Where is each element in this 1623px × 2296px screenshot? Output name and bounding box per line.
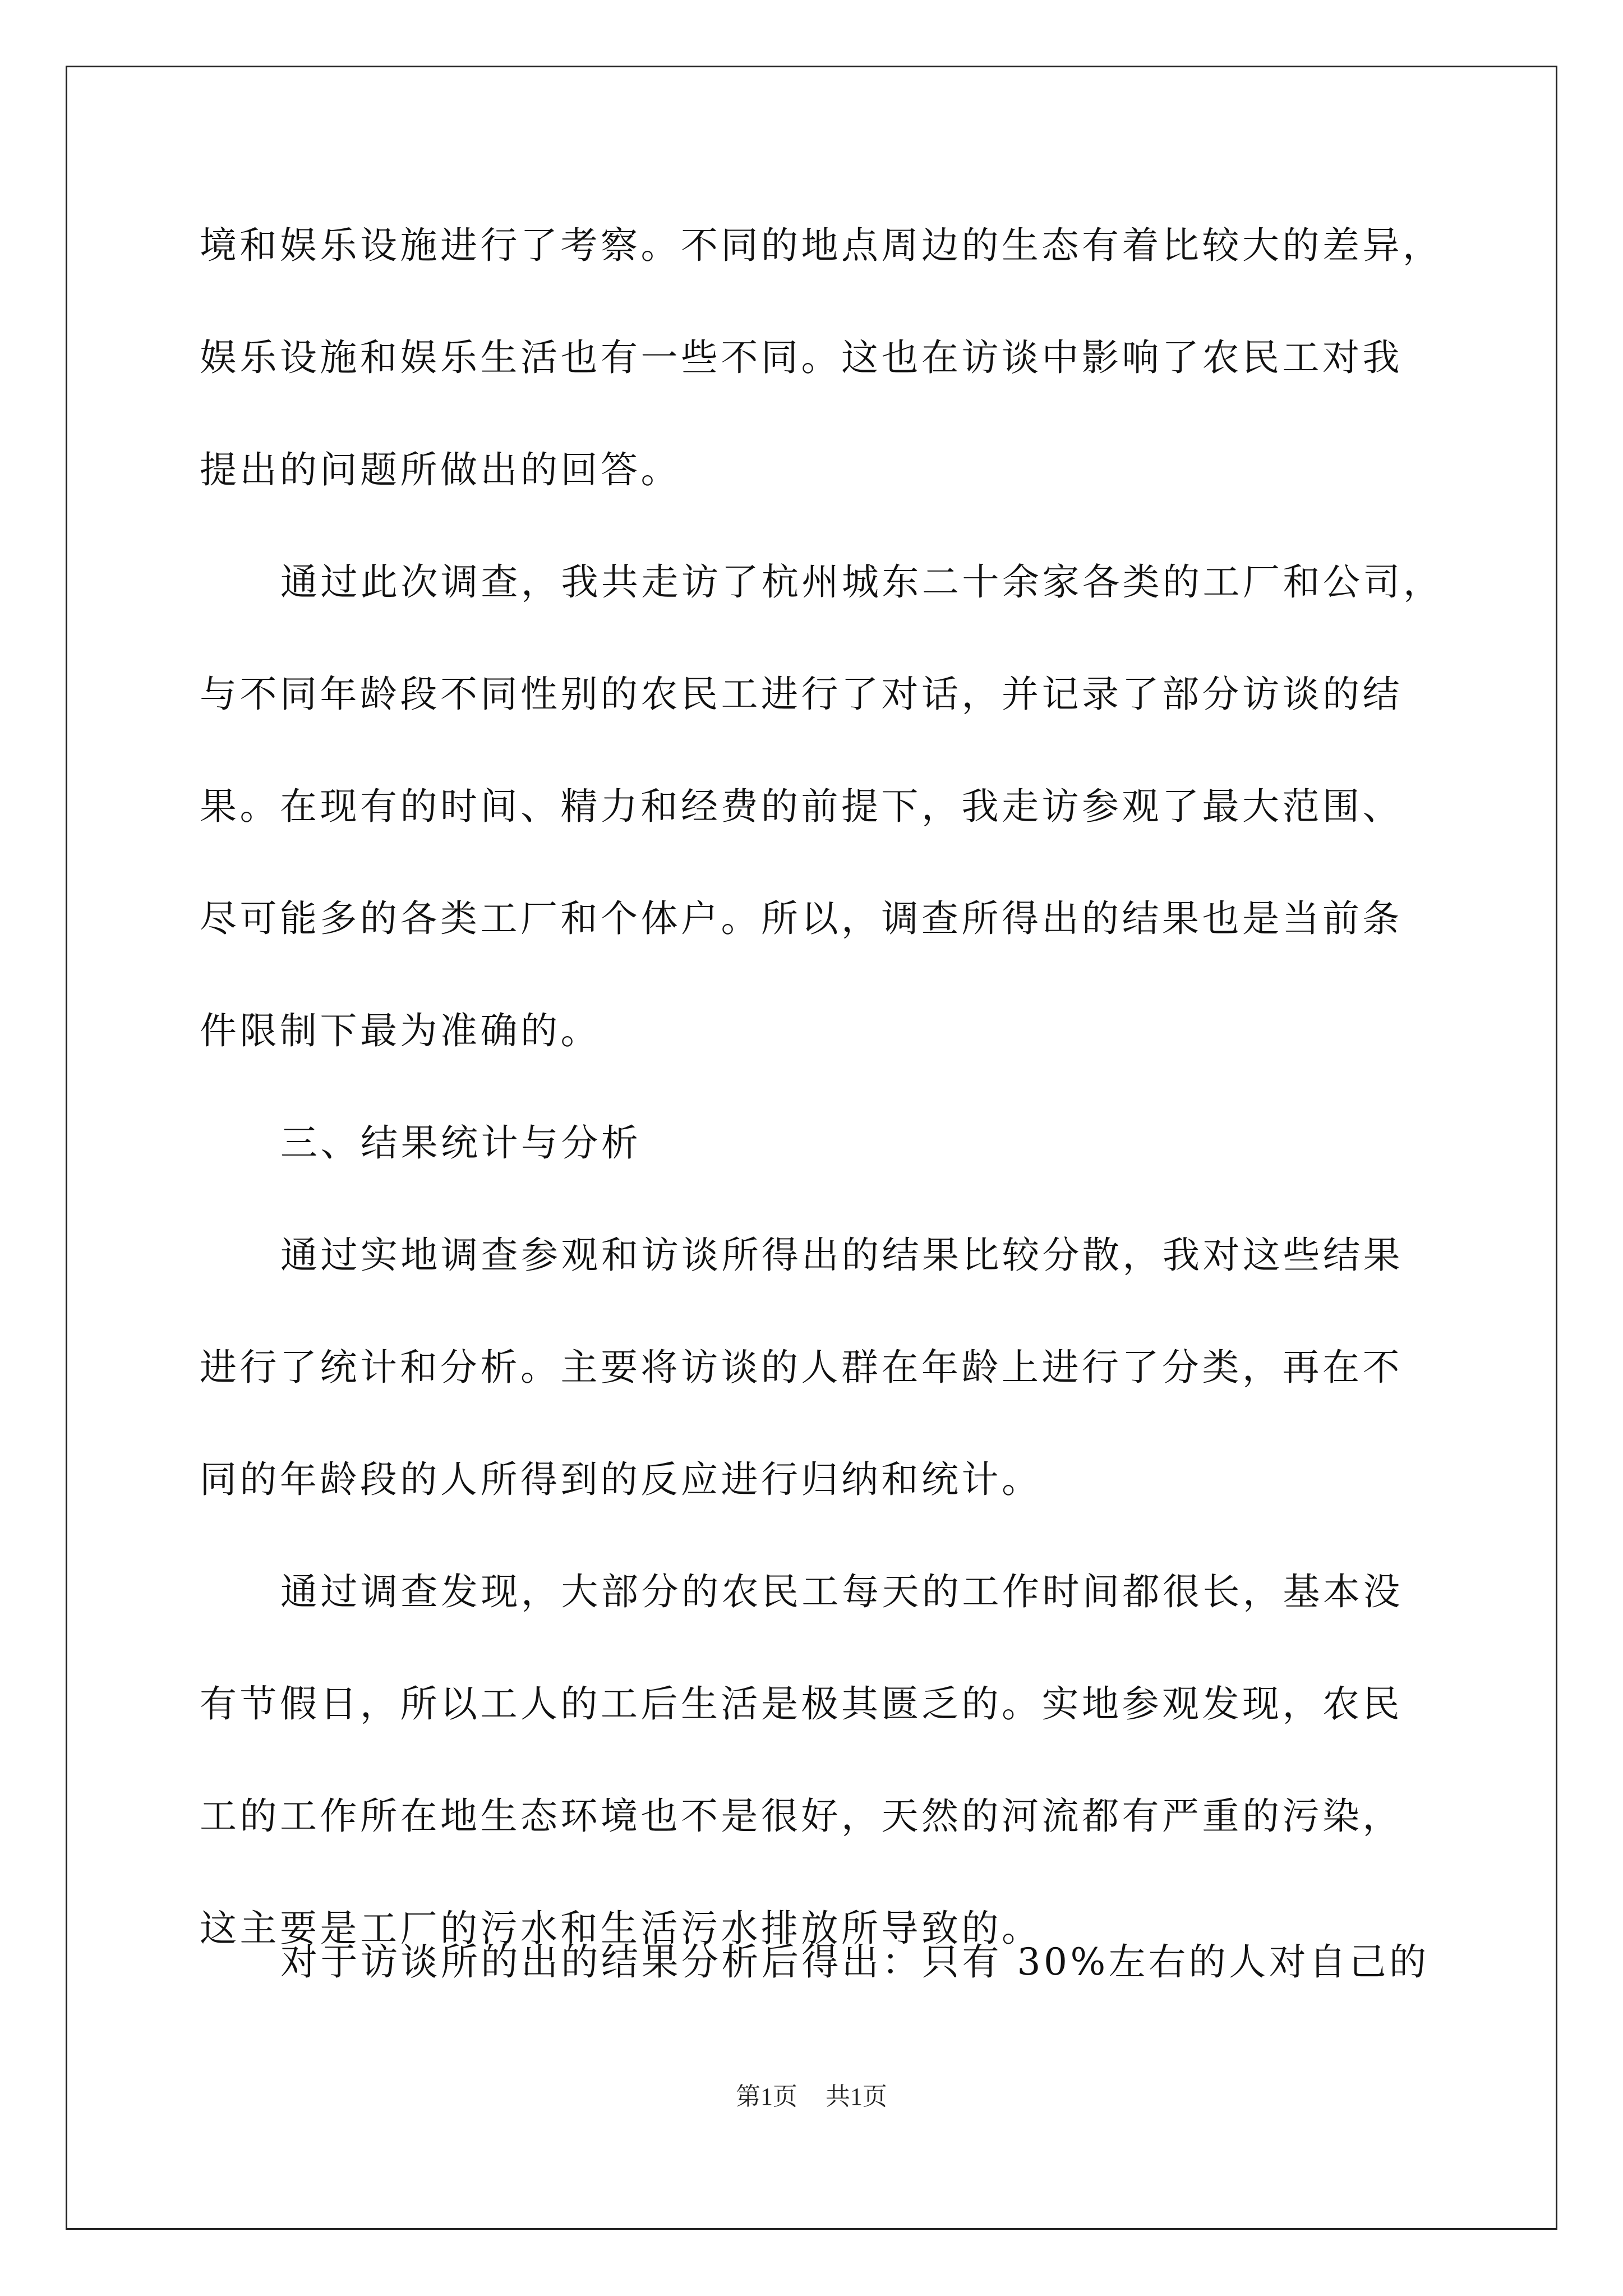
page-footer — [0, 2081, 1623, 2113]
text-line: 境和娱乐设施进行了考察。不同的地点周边的生态有着比较大的差异， — [200, 224, 1443, 267]
paragraph-start-line: 通过实地调查参观和访谈所得出的结果比较分散，我对这些结果 — [280, 1234, 1403, 1277]
page-total: 共1页 — [826, 2083, 887, 2110]
text-line: 果。在现有的时间、精力和经费的前提下，我走访参观了最大范围、 — [200, 785, 1403, 828]
text-line: 件限制下最为准确的。 — [200, 1009, 601, 1052]
paragraph-start-line: 通过此次调查，我共走访了杭州城东二十余家各类的工厂和公司， — [280, 560, 1444, 604]
page-number: 第1页 — [736, 2083, 797, 2110]
text-line: 提出的问题所做出的回答。 — [200, 448, 681, 491]
text-line: 尽可能多的各类工厂和个体户。所以，调查所得出的结果也是当前条 — [200, 897, 1403, 940]
text-line: 进行了统计和分析。主要将访谈的人群在年龄上进行了分类，再在不 — [200, 1346, 1403, 1389]
text-line: 有节假日，所以工人的工后生活是极其匮乏的。实地参观发现，农民 — [200, 1682, 1403, 1726]
text-line: 与不同年龄段不同性别的农民工进行了对话，并记录了部分访谈的结 — [200, 673, 1403, 716]
section-heading: 三、结果统计与分析 — [280, 1121, 642, 1165]
text-line: 工的工作所在地生态环境也不是很好，天然的河流都有严重的污染， — [200, 1795, 1403, 1838]
paragraph-start-line: 对于访谈所的出的结果分析后得出：只有 30%左右的人对自己的 — [280, 1940, 1430, 1984]
text-line: 同的年龄段的人所得到的反应进行归纳和统计。 — [200, 1458, 1042, 1501]
paragraph-start-line: 通过调查发现，大部分的农民工每天的工作时间都很长，基本没 — [280, 1570, 1403, 1613]
text-line: 娱乐设施和娱乐生活也有一些不同。这也在访谈中影响了农民工对我 — [200, 336, 1403, 379]
text-line: 这主要是工厂的污水和生活污水排放所导致的。 — [200, 1907, 1042, 1950]
